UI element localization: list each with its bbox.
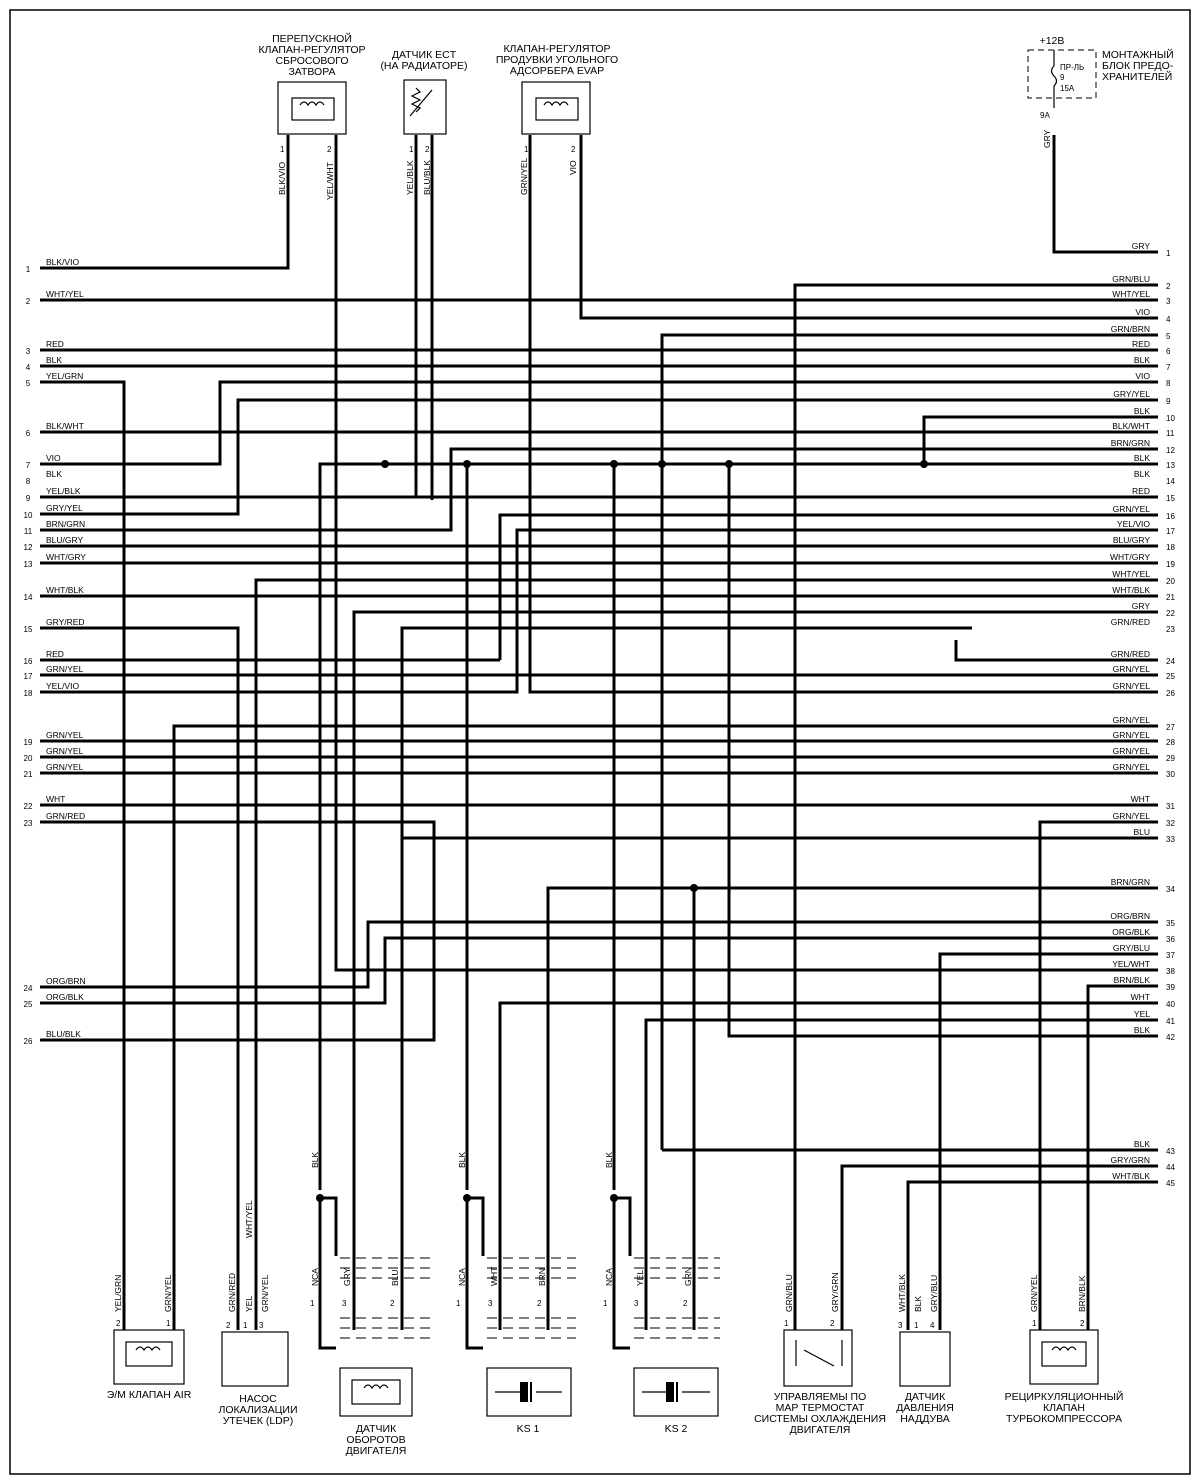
right-wire-label: GRN/RED: [1110, 649, 1150, 659]
ks2-pin-3: 3: [634, 1299, 639, 1308]
right-wire-label: BLU: [1133, 827, 1150, 837]
evap-valve-wire-2: VIO: [568, 160, 578, 175]
right-pin-42: 42: [1166, 1033, 1175, 1042]
boost-pin-4: 4: [930, 1321, 935, 1330]
left-pin-5: 5: [25, 379, 31, 388]
ldp-feed-wire: WHT/YEL: [244, 1200, 254, 1238]
left-pin-22: 22: [23, 802, 33, 811]
knock-sensor-2: [603, 1152, 718, 1435]
right-wire-label: BRN/GRN: [1110, 438, 1150, 448]
left-wire-label: GRN/YEL: [46, 746, 84, 756]
left-pin-8: 8: [25, 477, 31, 486]
left-pin-3: 3: [25, 347, 31, 356]
boost-sensor: [896, 1274, 954, 1425]
fuse-terminal: 9A: [1040, 111, 1050, 120]
right-wire-label: ORG/BRN: [1110, 911, 1150, 921]
right-pin-9: 9: [1166, 397, 1171, 406]
left-wire-label: WHT/GRY: [46, 552, 86, 562]
boost-wire-3: GRY/BLU: [929, 1274, 939, 1312]
right-pin-26: 26: [1166, 689, 1175, 698]
bypass-valve-wire-2: YEL/WHT: [325, 162, 335, 200]
left-pin-18: 18: [23, 689, 33, 698]
left-wire-label: BLK/WHT: [46, 421, 84, 431]
right-pin-7: 7: [1166, 363, 1171, 372]
knock-sensor-1: [456, 1152, 571, 1435]
map-thermostat: [754, 1272, 886, 1436]
left-wire-label: GRN/YEL: [46, 664, 84, 674]
right-wire-label: GRN/BRN: [1110, 324, 1150, 334]
speed-sensor-ground: BLK: [310, 1151, 320, 1168]
bypass-valve-pin-2: 2: [327, 145, 332, 154]
air-valve-wire-2: GRN/YEL: [163, 1274, 173, 1312]
left-wire-label: WHT: [46, 794, 66, 804]
ks1-pin-1: 1: [456, 1299, 461, 1308]
right-pin-4: 4: [1166, 315, 1171, 324]
ect-sensor-pin-1: 1: [409, 145, 414, 154]
right-wire-label: WHT/GRY: [1110, 552, 1150, 562]
turbo-pin-2: 2: [1080, 1319, 1085, 1328]
fuse-block-title: МОНТАЖНЫЙ БЛОК ПРЕДО-ХРАНИТЕЛЕЙ: [1102, 49, 1174, 83]
right-wire-label: BLK: [1133, 453, 1150, 463]
left-pin-9: 9: [25, 494, 31, 503]
right-wire-label: BLK: [1133, 469, 1150, 479]
right-pin-39: 39: [1166, 983, 1175, 992]
evap-valve-pin-1: 1: [524, 145, 529, 154]
left-pin-11: 11: [23, 527, 33, 536]
turbo-title: РЕЦИРКУЛЯЦИОННЫЙ КЛАПАН ТУРБОКОМПРЕССОРА: [1004, 1391, 1124, 1425]
left-wire-label: GRY/RED: [46, 617, 85, 627]
right-pin-27: 27: [1166, 723, 1175, 732]
right-wire-label: GRY/GRN: [1110, 1155, 1150, 1165]
ldp-wire-2: YEL: [244, 1295, 254, 1312]
right-wire-label: VIO: [1135, 307, 1150, 317]
left-pin-26: 26: [23, 1037, 33, 1046]
right-pin-20: 20: [1166, 577, 1175, 586]
right-wire-label: BLK: [1133, 1139, 1150, 1149]
right-wire-label: BLK: [1133, 1025, 1150, 1035]
right-wire-label: GRN/RED: [1110, 617, 1150, 627]
power-label: +12В: [1039, 35, 1065, 47]
evap-valve-pin-2: 2: [571, 145, 576, 154]
right-pin-38: 38: [1166, 967, 1175, 976]
fuse-rating: 15A: [1060, 84, 1075, 93]
left-wire-label: GRN/YEL: [46, 762, 84, 772]
right-wire-label: BLK: [1133, 355, 1150, 365]
left-pin-10: 10: [23, 511, 33, 520]
right-pin-30: 30: [1166, 770, 1175, 779]
left-wire-label: WHT/BLK: [46, 585, 84, 595]
speed-sensor-title: ДАТЧИК ОБОРОТОВ ДВИГАТЕЛЯ: [345, 1423, 407, 1457]
turbo-wire-1: GRN/YEL: [1029, 1274, 1039, 1312]
right-pin-10: 10: [1166, 414, 1175, 423]
right-pin-1: 1: [1166, 249, 1171, 258]
right-pin-16: 16: [1166, 512, 1175, 521]
ect-sensor: [380, 49, 467, 195]
right-pin-6: 6: [1166, 347, 1171, 356]
right-pin-29: 29: [1166, 754, 1175, 763]
thermostat-wire-2: GRY/GRN: [830, 1272, 840, 1312]
ldp-wire-1: GRN/RED: [227, 1272, 237, 1312]
fuse-number: 9: [1060, 73, 1065, 82]
right-wire-label: GRY: [1131, 241, 1150, 251]
speed-sensor-pin-2: 2: [390, 1299, 395, 1308]
right-pin-41: 41: [1166, 1017, 1175, 1026]
left-wire-label: WHT/YEL: [46, 289, 84, 299]
right-wire-label: YEL/WHT: [1112, 959, 1150, 969]
left-pin-6: 6: [25, 429, 31, 438]
ks1-title: KS 1: [516, 1423, 540, 1435]
left-wire-label: YEL/VIO: [46, 681, 80, 691]
right-pin-24: 24: [1166, 657, 1175, 666]
right-pin-43: 43: [1166, 1147, 1175, 1156]
thermostat-wire-1: GRN/BLU: [784, 1274, 794, 1312]
right-pin-19: 19: [1166, 560, 1175, 569]
air-valve-pin-2: 2: [116, 1319, 121, 1328]
boost-pin-3: 3: [898, 1321, 903, 1330]
right-pin-5: 5: [1166, 332, 1171, 341]
right-pin-32: 32: [1166, 819, 1175, 828]
right-wire-label: YEL/VIO: [1116, 519, 1150, 529]
left-connector: [24, 257, 87, 1046]
left-pin-21: 21: [23, 770, 33, 779]
ks2-ground: BLK: [604, 1151, 614, 1168]
right-wire-label: GRN/YEL: [1112, 811, 1150, 821]
left-wire-label: ORG/BRN: [46, 976, 86, 986]
right-wire-label: GRN/BLU: [1112, 274, 1150, 284]
left-pin-4: 4: [25, 363, 31, 372]
power-wire-label: GRY: [1042, 129, 1052, 148]
right-wire-label: GRN/YEL: [1112, 746, 1150, 756]
turbo-pin-1: 1: [1032, 1319, 1037, 1328]
right-pin-36: 36: [1166, 935, 1175, 944]
left-pin-20: 20: [23, 754, 33, 763]
left-wire-label: GRY/YEL: [46, 503, 83, 513]
right-pin-2: 2: [1166, 282, 1171, 291]
right-pin-18: 18: [1166, 543, 1175, 552]
evap-valve-wire-1: GRN/YEL: [519, 157, 529, 195]
right-pin-21: 21: [1166, 593, 1175, 602]
thermostat-pin-2: 2: [830, 1319, 835, 1328]
left-wire-label: BRN/GRN: [46, 519, 86, 529]
right-pin-3: 3: [1166, 297, 1171, 306]
right-wire-label: WHT/BLK: [1112, 585, 1150, 595]
left-pin-13: 13: [23, 560, 33, 569]
left-pin-15: 15: [23, 625, 33, 634]
left-pin-16: 16: [23, 657, 33, 666]
ks1-pin-3: 3: [488, 1299, 493, 1308]
left-pin-23: 23: [23, 819, 33, 828]
ldp-pump: [218, 1200, 297, 1427]
right-pin-23: 23: [1166, 625, 1175, 634]
right-wire-label: BLU/GRY: [1112, 535, 1150, 545]
left-wire-label: BLK: [46, 469, 63, 479]
bypass-valve-title: ПЕРЕПУСКНОЙ КЛАПАН-РЕГУЛЯТОР СБРОСОВОГО ЗАТВОРА: [258, 33, 366, 78]
ldp-title: НАСОС ЛОКАЛИЗАЦИИ УТЕЧЕК (LDP): [218, 1393, 298, 1427]
left-wire-label: RED: [46, 339, 64, 349]
thermostat-title: УПРАВЛЯЕМЫ ПО МАР ТЕРМОСТАТ СИСТЕМЫ ОХЛАЖДЕНИЯ ДВИГАТЕЛЯ: [754, 1391, 886, 1436]
ks1-wire-brn: BRN: [537, 1268, 547, 1286]
left-wire-label: BLK: [46, 355, 63, 365]
right-wire-label: GRN/YEL: [1112, 664, 1150, 674]
ldp-wire-3: GRN/YEL: [260, 1274, 270, 1312]
turbo-wire-2: BRN/BLK: [1077, 1275, 1087, 1312]
left-pin-19: 19: [23, 738, 33, 747]
right-wire-label: GRN/YEL: [1112, 715, 1150, 725]
right-pin-37: 37: [1166, 951, 1175, 960]
right-pin-14: 14: [1166, 477, 1175, 486]
right-wire-label: GRY/BLU: [1112, 943, 1150, 953]
bypass-valve-wire-1: BLK/VIO: [277, 161, 287, 195]
shield-lines: [320, 1198, 720, 1348]
ks2-title: KS 2: [664, 1423, 688, 1435]
left-wire-label: ORG/BLK: [46, 992, 84, 1002]
left-wire-label: GRN/YEL: [46, 730, 84, 740]
right-wire-label: VIO: [1135, 371, 1150, 381]
ldp-pin-2: 2: [226, 1321, 231, 1330]
evap-valve: [496, 43, 618, 195]
evap-valve-title: КЛАПАН-РЕГУЛЯТОР ПРОДУВКИ УГОЛЬНОГО АДСОРБЕРА EVAP: [495, 43, 619, 77]
air-valve-title: Э/М КЛАПАН AIR: [106, 1389, 192, 1401]
boost-wire-2: BLK: [913, 1295, 923, 1312]
right-wire-label: WHT/YEL: [1112, 569, 1150, 579]
right-wire-label: ORG/BLK: [1112, 927, 1150, 937]
left-wire-label: BLK/VIO: [46, 257, 80, 267]
right-pin-40: 40: [1166, 1000, 1175, 1009]
left-pin-7: 7: [25, 461, 31, 470]
right-pin-35: 35: [1166, 919, 1175, 928]
right-wire-label: GRN/YEL: [1112, 504, 1150, 514]
right-pin-22: 22: [1166, 609, 1175, 618]
speed-sensor-wire-gry: GRY: [342, 1267, 352, 1286]
air-valve-wire-1: YEL/GRN: [113, 1274, 123, 1312]
ect-sensor-title: ДАТЧИК ECT (НА РАДИАТОРЕ): [380, 49, 468, 72]
right-wire-label: GRN/YEL: [1112, 730, 1150, 740]
right-pin-17: 17: [1166, 527, 1175, 536]
turbo-valve: [1005, 1274, 1124, 1425]
right-pin-15: 15: [1166, 494, 1175, 503]
right-pin-34: 34: [1166, 885, 1175, 894]
ect-sensor-pin-2: 2: [425, 145, 430, 154]
left-wire-label: GRN/RED: [46, 811, 86, 821]
right-wire-label: WHT: [1130, 992, 1150, 1002]
right-pin-12: 12: [1166, 446, 1175, 455]
right-wire-label: WHT: [1130, 794, 1150, 804]
boost-wire-1: WHT/BLK: [897, 1274, 907, 1312]
thermostat-pin-1: 1: [784, 1319, 789, 1328]
left-wire-label: YEL/GRN: [46, 371, 84, 381]
ldp-pin-3: 3: [259, 1321, 264, 1330]
ks1-pin-2: 2: [537, 1299, 542, 1308]
right-pin-13: 13: [1166, 461, 1175, 470]
right-wire-label: GRY/YEL: [1113, 389, 1150, 399]
ks2-pin-2: 2: [683, 1299, 688, 1308]
left-pin-12: 12: [23, 543, 33, 552]
ect-sensor-wire-1: YEL/BLK: [405, 160, 415, 195]
right-wire-label: GRY: [1131, 601, 1150, 611]
ks1-wire-nca: NCA: [457, 1268, 467, 1286]
routing-wires: [40, 135, 1158, 1330]
left-pin-1: 1: [25, 265, 31, 274]
boost-pin-1: 1: [914, 1321, 919, 1330]
right-pin-8: 8: [1166, 379, 1171, 388]
left-wire-label: RED: [46, 649, 64, 659]
speed-sensor-wire-nca: NCA: [310, 1268, 320, 1286]
left-pin-2: 2: [25, 297, 31, 306]
right-wire-label: WHT/YEL: [1112, 289, 1150, 299]
left-pin-24: 24: [23, 984, 33, 993]
right-wire-label: YEL: [1133, 1009, 1150, 1019]
left-wire-label: BLU/BLK: [46, 1029, 81, 1039]
ks1-wire-wht: WHT: [489, 1266, 499, 1286]
right-pin-45: 45: [1166, 1179, 1175, 1188]
right-pin-28: 28: [1166, 738, 1175, 747]
left-wire-label: VIO: [46, 453, 61, 463]
ks2-wire-yel: YEL: [635, 1269, 645, 1286]
right-wire-label: BRN/BLK: [1113, 975, 1150, 985]
speed-sensor-pin-3: 3: [342, 1299, 347, 1308]
right-wire-label: BLK: [1133, 406, 1150, 416]
air-valve: [107, 1274, 192, 1401]
ks2-wire-nca: NCA: [604, 1268, 614, 1286]
fuse-label: ПР-ЛЬ: [1060, 63, 1085, 72]
right-wire-label: GRN/YEL: [1112, 681, 1150, 691]
fuse-block: [1028, 35, 1174, 148]
air-valve-pin-1: 1: [166, 1319, 171, 1328]
right-pin-44: 44: [1166, 1163, 1175, 1172]
ect-sensor-wire-2: BLU/BLK: [422, 160, 432, 195]
right-wire-label: WHT/BLK: [1112, 1171, 1150, 1181]
bypass-valve-pin-1: 1: [280, 145, 285, 154]
ks1-ground: BLK: [457, 1151, 467, 1168]
right-pin-25: 25: [1166, 672, 1175, 681]
right-wire-label: BLK/WHT: [1112, 421, 1150, 431]
ks2-wire-grn: GRN: [683, 1267, 693, 1286]
right-wire-label: RED: [1132, 339, 1150, 349]
boost-title: ДАТЧИК ДАВЛЕНИЯ НАДДУВА: [896, 1391, 954, 1425]
left-wire-label: BLU/GRY: [46, 535, 84, 545]
ldp-pin-1: 1: [243, 1321, 248, 1330]
left-pin-17: 17: [23, 672, 33, 681]
left-wire-label: YEL/BLK: [46, 486, 81, 496]
bypass-valve: [258, 32, 365, 200]
right-wire-label: BRN/GRN: [1110, 877, 1150, 887]
ks2-pin-1: 1: [603, 1299, 608, 1308]
speed-sensor-wire-blu: BLU: [390, 1269, 400, 1286]
left-pin-25: 25: [23, 1000, 33, 1009]
right-wire-label: RED: [1132, 486, 1150, 496]
right-pin-11: 11: [1166, 429, 1175, 438]
left-pin-14: 14: [23, 593, 33, 602]
speed-sensor-pin-1: 1: [310, 1299, 315, 1308]
right-pin-31: 31: [1166, 802, 1175, 811]
splice-points: [316, 460, 928, 1202]
right-pin-33: 33: [1166, 835, 1175, 844]
right-wire-label: GRN/YEL: [1112, 762, 1150, 772]
